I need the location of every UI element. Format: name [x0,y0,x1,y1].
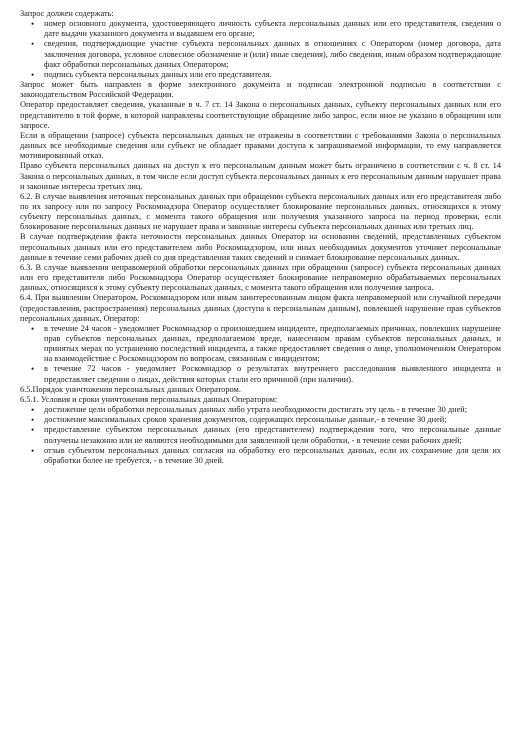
paragraph-confirmed: В случае подтверждения факта неточности персональных данных Оператор на основании сведений, представленных субъектом персональных данных или его представителем либо Роскомнадзором, или иных необходимых документов уточняет персональные данные в течение семи рабочих дней со дня представления таких сведений и снимает блокирование персональных данных. [20,232,501,262]
request-intro: Запрос должен содержать: [20,9,114,18]
section-heading-6-5: 6.5.Порядок уничтожения персональных данных Оператором. [20,384,241,394]
paragraph-not-reflected: Если в обращении (запросе) субъекта персональных данных не отражены в соответствии с требованиями Закона о персональных данных все необходимые сведения или субъект не обладает правами доступа к запрашиваемой информации, то ему направляется мотивированный отказ. [20,130,501,161]
paragraph-electronic: Запрос может быть направлен в форме электронного документа и подписан электронной подписью в соответствии с законодательством Российской Федерации. [20,80,501,100]
list-item: • достижение максимальных сроков хранения документов, содержащих персональные данные,- в течение 30 дней; [44,415,501,425]
paragraph-access-limited: Право субъекта персональных данных на доступ к его персональным данным может быть ограничено в соответствии с ч. 8 ст. 14 Закона о персональных данных, в том числе если доступ субъекта персональных данных к его персональным данным нарушает права и законные интересы третьих лиц. [20,161,501,191]
list-item: • достижение цели обработки персональных данных либо утрата необходимости достигать эту цель - в течение 30 дней; [44,405,501,415]
paragraph-6-4: 6.4. При выявлении Оператором, Роскомнадзором или иным заинтересованным лицом факта неправомерной или случайной передачи (предоставления, распространения) персональных данных (доступа к персональным данным), повлекшей нарушение прав субъектов персональных данных, Оператор: [20,293,501,323]
list-item: • предоставление субъектом персональных данных (его представителем) подтверждения того, что персональные данные получены незаконно или не являются необходимыми для заявленной цели обработки, - в течение семи рабочих дней; [44,425,501,445]
list-item: • в течение 72 часов - уведомляет Роскомнадзор о результатах внутреннего расследования выявленного инцидента и предоставляет сведения о лицах, действия которых стали его причиной (при наличии). [44,364,501,384]
paragraph-6-2: 6.2. В случае выявления неточных персональных данных при обращении субъекта персональных данных или его представителя либо по их запросу или по запросу Роскомнадзора Оператор осуществляет блокирование персональных данных, относящихся к этому субъекту персональных данных, с момента такого обращения или получения указанного запроса на период проверки, если блокирование персональных данных не нарушает права и законные интересы субъекта персональных данных или третьих лиц. [20,191,501,232]
paragraph-6-3: 6.3. В случае выявления неправомерной обработки персональных данных при обращении (запросе) субъекта персональных данных или его представителя либо Роскомнадзора Оператор осуществляет блокирование неправомерно обрабатываемых персональных данных, относящихся к этому субъекту персональных данных, с момента такого обращения или получения запроса. [20,262,501,293]
list-item: • номер основного документа, удостоверяющего личность субъекта персональных данных или его представителя, сведения о дате выдачи указанного документа и выдавшем его органе; [44,19,501,39]
list-item: • в течение 24 часов - уведомляет Роскомнадзор о произошедшем инциденте, предполагаемых причинах, повлекших нарушение прав субъектов персональных данных, предполагаемом вреде, нанесенном правам субъектов персональных данных, и принятых мерах по устранению последствий инцидента, а также предоставляет сведения о лице, уполномоченном Оператором на взаимодействие с Роскомнадзором по вопросам, связанным с инцидентом; [44,324,501,365]
paragraph-provides: Оператор предоставляет сведения, указанные в ч. 7 ст. 14 Закона о персональных данных, субъекту персональных данных или его представителю в той форме, в которой направлены соответствующие обращение либо запрос, если иное не указано в обращении или запросе. [20,100,501,130]
list-item: • отзыв субъектом персональных данных согласия на обработку его персональных данных, если их сохранение для цели их обработки более не требуется, - в течение 30 дней. [44,446,501,466]
destroy-list [20,405,501,466]
request-list [20,19,501,80]
list-item: • сведения, подтверждающие участие субъекта персональных данных в отношениях с Оператором (номер договора, дата заключения договора, условное словесное обозначение и (или) иные сведения), либо сведения, иным образом подтверждающие факт обработки персональных данных Оператором; [44,39,501,69]
section-heading-6-5-1: 6.5.1. Условия и сроки уничтожения персональных данных Оператором: [20,394,278,404]
incident-list [20,324,501,385]
list-item: • подпись субъекта персональных данных или его представителя. [44,70,501,80]
